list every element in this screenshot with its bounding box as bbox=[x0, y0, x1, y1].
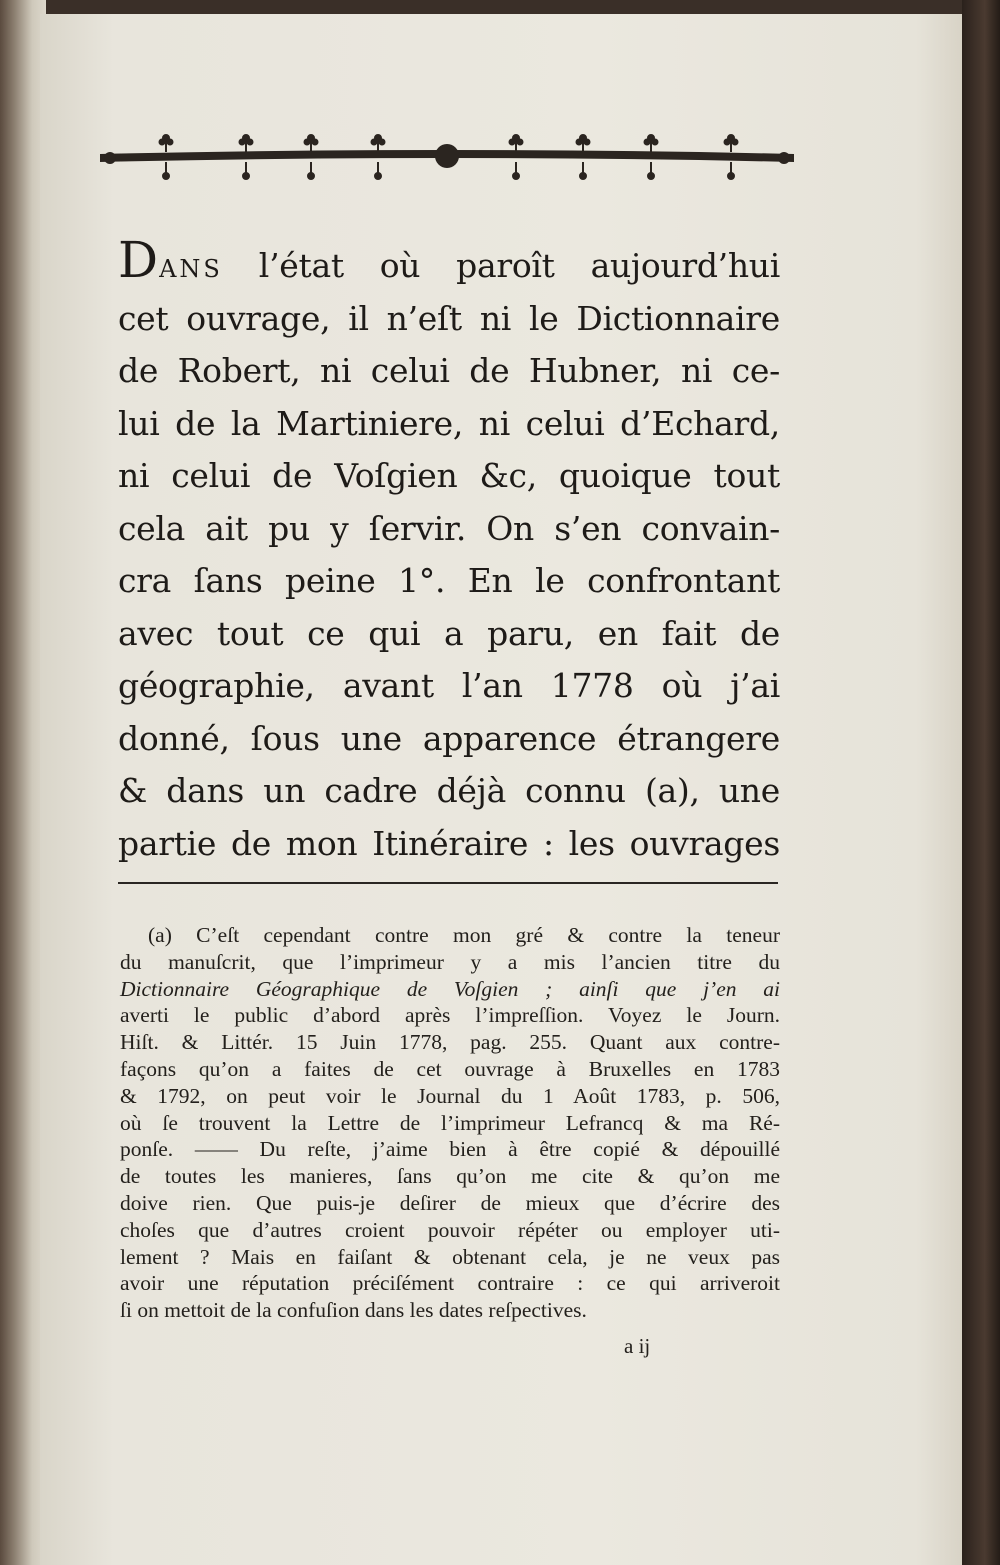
drop-cap: D bbox=[118, 231, 160, 289]
footnote-line: avoir une réputation préciſément contraire : ce qui arriveroit bbox=[120, 1271, 780, 1296]
footnote-line: Dictionnaire Géographique de Voſgien ; ainſi que j’en ai bbox=[120, 976, 780, 1001]
text-line: cet ouvrage, il n’eſt ni le Dictionnaire bbox=[118, 298, 780, 338]
footnote-line: de toutes les manieres, ſans qu’on me cite & qu’on me bbox=[120, 1164, 780, 1189]
footnote-line: choſes que d’autres croient pouvoir répéter ou employer uti- bbox=[120, 1217, 780, 1242]
main-text bbox=[118, 231, 780, 870]
book-edge-right bbox=[962, 0, 1000, 1565]
text-line: cra ſans peine 1°. En le confrontant bbox=[118, 561, 780, 600]
text-line: donné, ſous une apparence étrangere bbox=[118, 718, 780, 758]
footnote bbox=[120, 922, 780, 1324]
text-line bbox=[118, 231, 780, 293]
footnote-rule bbox=[118, 882, 778, 884]
footnote-line: & 1792, on peut voir le Journal du 1 Août 1783, p. 506, bbox=[120, 1083, 780, 1108]
text-line: avec tout ce qui a paru, en fait de bbox=[118, 613, 780, 653]
text-line-content: l’état où paroît aujourd’hui bbox=[222, 246, 780, 285]
footnote-line: averti le public d’abord après l’impreſſion. Voyez le Journ. bbox=[120, 1003, 780, 1028]
footnote-line: ponſe. —— Du reſte, j’aime bien à être copié & dépouillé bbox=[120, 1137, 780, 1162]
text-line: cela ait pu y ſervir. On s’en convain- bbox=[118, 508, 780, 548]
text-line: partie de mon Itinéraire : les ouvrages bbox=[118, 823, 780, 863]
small-caps: ANS bbox=[159, 255, 223, 283]
text-line: lui de la Martiniere, ni celui d’Echard, bbox=[118, 403, 780, 443]
text-line: géographie, avant l’an 1778 où j’ai bbox=[118, 666, 780, 705]
footnote-line: façons qu’on a faites de cet ouvrage à Bruxelles en 1783 bbox=[120, 1056, 780, 1081]
text-line: & dans un cadre déjà connu (a), une bbox=[118, 771, 780, 810]
signature-mark: a ij bbox=[624, 1334, 651, 1358]
text-line: ni celui de Voſgien &c, quoique tout bbox=[118, 456, 780, 495]
footnote-line: doive rien. Que puis-je deſirer de mieux que d’écrire des bbox=[120, 1190, 780, 1215]
floral-headpiece-ornament-icon bbox=[96, 132, 798, 182]
footnote-line: Hiſt. & Littér. 15 Juin 1778, pag. 255. Quant aux contre- bbox=[120, 1030, 780, 1055]
footnote-line: du manuſcrit, que l’imprimeur y a mis l’ancien titre du bbox=[120, 949, 780, 974]
text-line: de Robert, ni celui de Hubner, ni ce- bbox=[118, 351, 780, 390]
footnote-line: ſi on mettoit de la confuſion dans les dates reſpectives. bbox=[120, 1298, 587, 1323]
footnote-line: lement ? Mais en faiſant & obtenant cela, je ne veux pas bbox=[120, 1244, 780, 1269]
footnote-line: (a) C’eſt cependant contre mon gré & contre la teneur bbox=[148, 923, 780, 947]
footnote-line: où ſe trouvent la Lettre de l’imprimeur Lefrancq & ma Ré- bbox=[120, 1110, 780, 1135]
